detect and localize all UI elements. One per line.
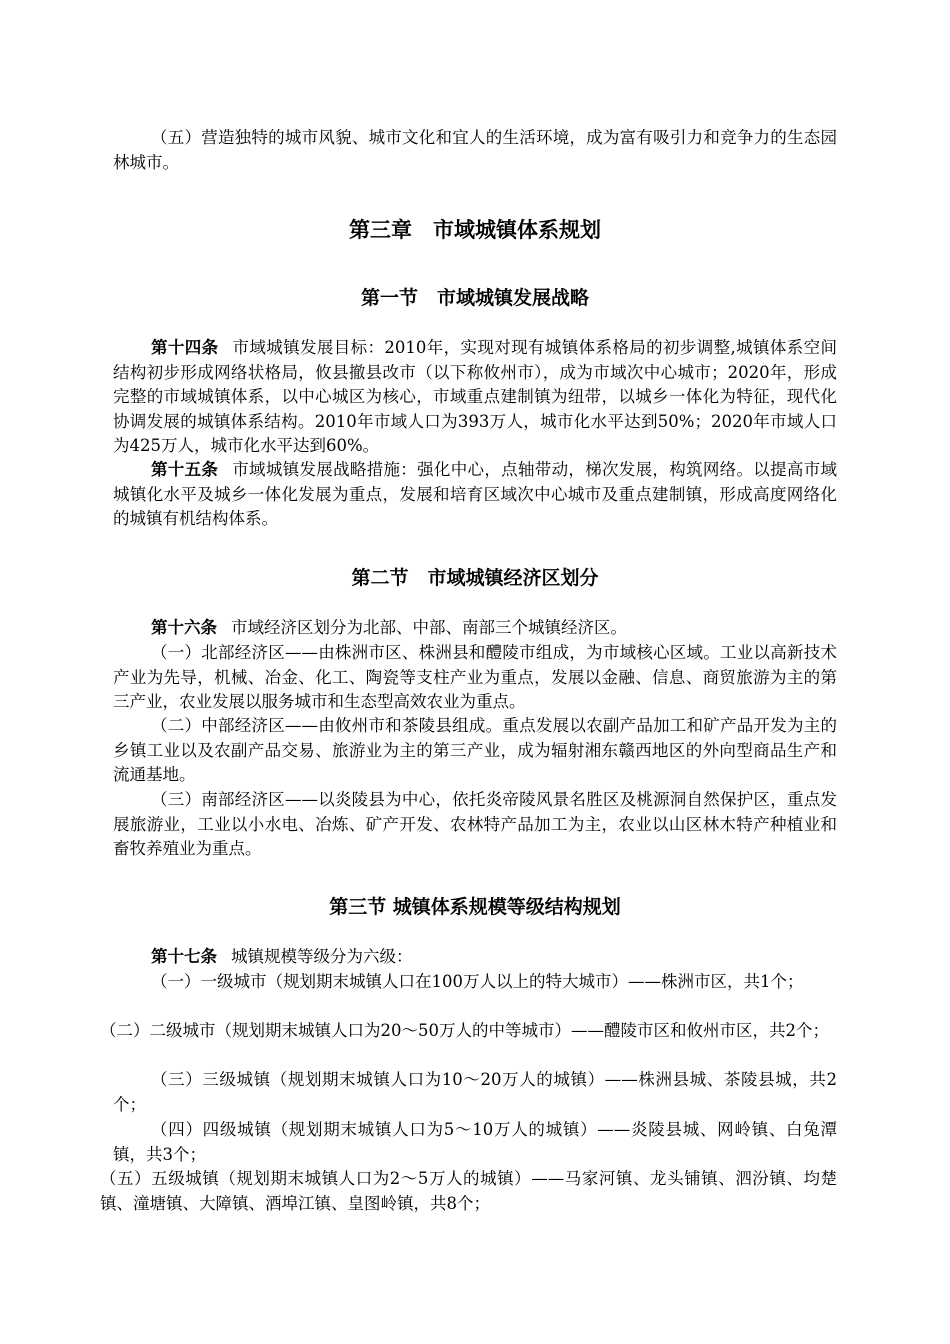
section-3-title: 第三节 城镇体系规模等级结构规划	[329, 896, 621, 918]
article-15	[113, 458, 837, 532]
economic-zone-north: （一）北部经济区——由株洲市区、株洲县和醴陵市组成，为市域核心区域。工业以高新技术产业为先导，机械、冶金、化工、陶瓷等支柱产业为重点，发展以金融、信息、商贸旅游为主的第三产业，农业发展以服务城市和生态型高效农业为重点。	[113, 643, 837, 711]
article-16-text: 市域经济区划分为北部、中部、南部三个城镇经济区。	[231, 618, 627, 637]
article-17	[113, 945, 837, 970]
article-16	[113, 616, 837, 641]
level-3-town: （三）三级城镇（规划期末城镇人口为10～20万人的城镇）——株洲县城、茶陵县城，共2个；	[113, 1070, 837, 1114]
level-5-town: （五）五级城镇（规划期末城镇人口为2～5万人的城镇）——马家河镇、龙头铺镇、泗汾镇、均楚镇、潼塘镇、大障镇、酒埠江镇、皇图岭镇，共8个；	[100, 1169, 837, 1213]
article-16-label: 第十六条	[151, 618, 217, 637]
chapter-title: 第三章 市域城镇体系规划	[349, 218, 601, 242]
article-15-label: 第十五条	[151, 460, 219, 479]
economic-zone-south: （三）南部经济区——以炎陵县为中心，依托炎帝陵风景名胜区及桃源洞自然保护区，重点发展旅游业，工业以小水电、冶炼、矿产开发、农林特产品加工为主，农业以山区林木特产种植业和畜牧养殖业为重点。	[113, 790, 837, 858]
article-15-text: 市域城镇发展战略措施：强化中心，点轴带动，梯次发展，构筑网络。以提高市域城镇化水平及城乡一体化发展为重点，发展和培育区域次中心城市及重点建制镇，形成高度网络化的城镇有机结构体系。	[113, 460, 838, 528]
article-14	[113, 336, 837, 459]
article-14-label: 第十四条	[151, 338, 219, 357]
article-17-text: 城镇规模等级分为六级：	[231, 947, 413, 966]
article-17-label: 第十七条	[151, 947, 217, 966]
paragraph-item-5: （五）营造独特的城市风貌、城市文化和宜人的生活环境，成为富有吸引力和竞争力的生态园林城市。	[113, 128, 837, 172]
level-4-town: （四）四级城镇（规划期末城镇人口为5～10万人的城镇）——炎陵县城、网岭镇、白兔潭镇，共3个；	[113, 1120, 837, 1164]
article-14-text: 市域城镇发展目标：2010年，实现对现有城镇体系格局的初步调整,城镇体系空间结构初步形成网络状格局，攸县撤县改市（以下称攸州市），成为市域次中心城市；2020年，形成完整的市域城镇体系，以中心城区为核心，市域重点建制镇为纽带，以城乡一体化为特征，现代化协调发展的城镇体系结构。2010年市域人口为393万人，城市化水平达到50%；2020年市域人口为425万人，城市化水平达到60%。	[113, 338, 837, 455]
section-2-title: 第二节 市域城镇经济区划分	[351, 567, 599, 589]
level-2-city: （二）二级城市（规划期末城镇人口为20～50万人的中等城市）——醴陵市区和攸州市区，共2个；	[100, 1021, 829, 1040]
section-1-title: 第一节 市域城镇发展战略	[360, 287, 589, 309]
economic-zone-central: （二）中部经济区——由攸州市和茶陵县组成。重点发展以农副产品加工和矿产品开发为主的乡镇工业以及农副产品交易、旅游业为主的第三产业，成为辐射湘东赣西地区的外向型商品生产和流通基地。	[113, 716, 837, 784]
level-1-city: （一）一级城市（规划期末城镇人口在100万人以上的特大城市）——株洲市区，共1个；	[151, 972, 804, 991]
